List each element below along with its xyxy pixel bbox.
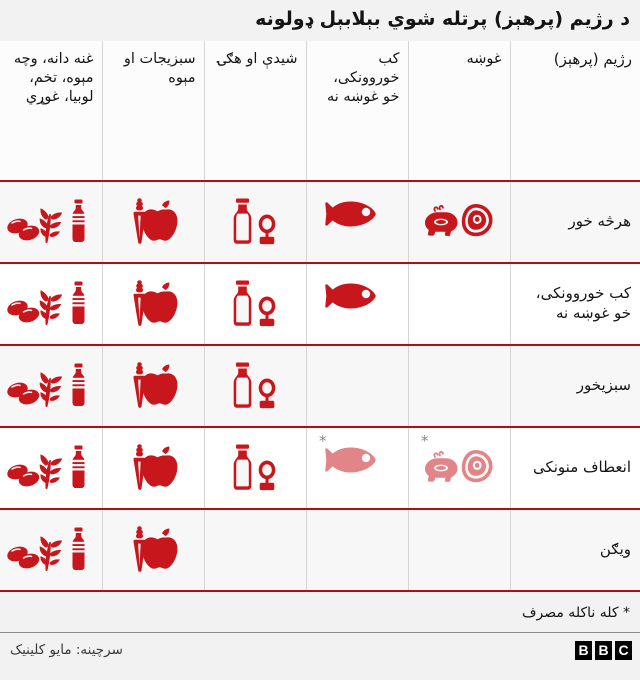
diet-comparison-table — [0, 41, 640, 592]
column-header-meat: غوښه — [408, 41, 510, 181]
column-header-diet: رژیم (پرهېز) — [510, 41, 640, 181]
cell-veg — [102, 181, 204, 263]
fish-icon — [318, 279, 396, 325]
occasional-marker: * — [421, 431, 429, 450]
dairy-egg-icon — [216, 361, 294, 407]
cell-dairy — [204, 509, 306, 591]
table-row — [0, 181, 640, 263]
cell-dairy — [204, 181, 306, 263]
fish-icon — [318, 197, 396, 243]
page-title: د رژیم (پرهېز) پرتله شوي بېلابېل ډولونه — [255, 8, 630, 30]
bbc-logo-letter-1: B — [575, 641, 592, 660]
cell-fish — [306, 345, 408, 427]
cell-dairy — [204, 263, 306, 345]
bbc-logo — [575, 641, 632, 660]
table-row — [0, 263, 640, 345]
cell-veg — [102, 263, 204, 345]
cell-grains — [0, 345, 102, 427]
cell-grains — [0, 181, 102, 263]
diet-name-cell: سبزیخور — [510, 345, 640, 427]
table-row — [0, 509, 640, 591]
cell-veg — [102, 345, 204, 427]
cell-veg — [102, 427, 204, 509]
header-row — [0, 41, 640, 181]
vegetable-fruit-icon — [114, 443, 192, 489]
bbc-logo-letter-3: C — [615, 641, 632, 660]
column-header-vegetables-fruit: سبزیجات او مېوه — [102, 41, 204, 181]
grains-nuts-oil-icon — [12, 361, 90, 407]
cell-dairy — [204, 345, 306, 427]
cell-meat — [408, 509, 510, 591]
cell-fish — [306, 509, 408, 591]
table-row — [0, 427, 640, 509]
cell-meat — [408, 427, 510, 509]
source-text: سرچینه: مایو کلینیک — [10, 642, 123, 659]
vegetable-fruit-icon — [114, 361, 192, 407]
dairy-egg-icon — [216, 279, 294, 325]
dairy-egg-icon — [216, 443, 294, 489]
cell-grains — [0, 263, 102, 345]
column-header-fish: کب خوروونکی، خو غوښه نه — [306, 41, 408, 181]
cell-meat — [408, 263, 510, 345]
grains-nuts-oil-icon — [12, 279, 90, 325]
diet-name-cell: هرڅه خور — [510, 181, 640, 263]
source-bar — [0, 633, 640, 668]
meat-icon — [420, 431, 498, 489]
diet-name-cell: انعطاف منونکی — [510, 427, 640, 509]
table-body — [0, 181, 640, 591]
cell-veg — [102, 509, 204, 591]
vegetable-fruit-icon — [114, 525, 192, 571]
cell-fish — [306, 263, 408, 345]
cell-fish — [306, 427, 408, 509]
column-header-grains-nuts-oils: غنه دانه، وچه مېوه، تخم، لوبیا، غوړي — [0, 41, 102, 181]
cell-meat — [408, 181, 510, 263]
occasional-marker: * — [319, 431, 327, 450]
meat-icon — [420, 197, 498, 243]
grains-nuts-oil-icon — [12, 525, 90, 571]
table-row — [0, 345, 640, 427]
cell-grains — [0, 509, 102, 591]
column-header-dairy-eggs: شیدې او هګۍ — [204, 41, 306, 181]
vegetable-fruit-icon — [114, 279, 192, 325]
cell-grains — [0, 427, 102, 509]
footnote: * کله ناکله مصرف — [0, 592, 640, 633]
cell-fish — [306, 181, 408, 263]
bbc-logo-letter-2: B — [595, 641, 612, 660]
cell-meat — [408, 345, 510, 427]
dairy-egg-icon — [216, 197, 294, 243]
diet-name-cell: کب خوروونکی، خو غوښه نه — [510, 263, 640, 345]
grains-nuts-oil-icon — [12, 443, 90, 489]
cell-dairy — [204, 427, 306, 509]
vegetable-fruit-icon — [114, 197, 192, 243]
diet-name-cell: ویګن — [510, 509, 640, 591]
table-header — [0, 41, 640, 181]
grains-nuts-oil-icon — [12, 197, 90, 243]
fish-icon — [318, 431, 396, 489]
